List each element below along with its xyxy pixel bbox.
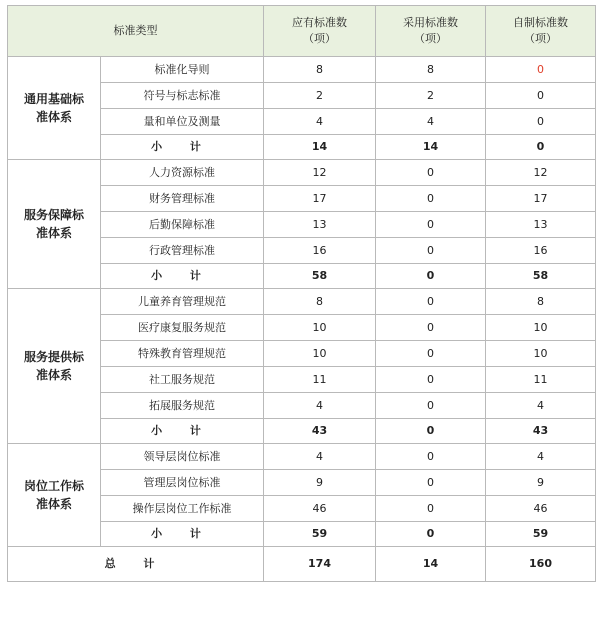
group-name: 通用基础标 准体系 <box>23 92 84 124</box>
header-should-count <box>264 6 376 57</box>
header-category: 标准类型 <box>8 6 264 57</box>
row-self: 4 <box>486 444 596 470</box>
grand-total-label: 总 计 <box>8 547 264 582</box>
row-name: 操作层岗位工作标准 <box>101 496 264 522</box>
header-should-label: 应有标准数 （项） <box>292 16 347 45</box>
row-should: 4 <box>264 444 376 470</box>
row-adopted: 0 <box>376 367 486 393</box>
row-adopted: 0 <box>376 315 486 341</box>
row-self: 12 <box>486 160 596 186</box>
subtotal-label: 小 计 <box>101 264 264 289</box>
row-name: 符号与标志标准 <box>101 83 264 109</box>
row-self: 0 <box>486 57 596 83</box>
subtotal-self: 59 <box>486 522 596 547</box>
subtotal-label: 小 计 <box>101 522 264 547</box>
row-should: 2 <box>264 83 376 109</box>
row-self: 9 <box>486 470 596 496</box>
subtotal-adopted: 14 <box>376 135 486 160</box>
subtotal-self: 43 <box>486 419 596 444</box>
row-adopted: 0 <box>376 341 486 367</box>
row-name: 特殊教育管理规范 <box>101 341 264 367</box>
row-adopted: 0 <box>376 186 486 212</box>
row-should: 8 <box>264 289 376 315</box>
row-adopted: 0 <box>376 444 486 470</box>
row-adopted: 8 <box>376 57 486 83</box>
row-adopted: 0 <box>376 496 486 522</box>
subtotal-should: 43 <box>264 419 376 444</box>
row-should: 16 <box>264 238 376 264</box>
grand-total-row <box>8 547 596 582</box>
grand-total-should: 174 <box>264 547 376 582</box>
row-name: 标准化导则 <box>101 57 264 83</box>
row-adopted: 0 <box>376 393 486 419</box>
row-self: 4 <box>486 393 596 419</box>
row-self: 11 <box>486 367 596 393</box>
row-should: 4 <box>264 109 376 135</box>
subtotal-adopted: 0 <box>376 419 486 444</box>
group-label <box>8 289 101 444</box>
row-name: 管理层岗位标准 <box>101 470 264 496</box>
row-self: 46 <box>486 496 596 522</box>
row-adopted: 4 <box>376 109 486 135</box>
subtotal-adopted: 0 <box>376 522 486 547</box>
row-name: 领导层岗位标准 <box>101 444 264 470</box>
subtotal-label: 小 计 <box>101 419 264 444</box>
row-name: 人力资源标准 <box>101 160 264 186</box>
row-adopted: 0 <box>376 160 486 186</box>
row-should: 8 <box>264 57 376 83</box>
row-self: 10 <box>486 341 596 367</box>
row-name: 医疗康复服务规范 <box>101 315 264 341</box>
row-name: 行政管理标准 <box>101 238 264 264</box>
row-name: 后勤保障标准 <box>101 212 264 238</box>
standards-table <box>7 5 596 582</box>
row-name: 儿童养育管理规范 <box>101 289 264 315</box>
group-label <box>8 444 101 547</box>
row-name: 拓展服务规范 <box>101 393 264 419</box>
header-self-made-count <box>486 6 596 57</box>
row-self: 0 <box>486 109 596 135</box>
table-row <box>8 57 596 83</box>
standards-table-container <box>7 5 596 582</box>
row-should: 46 <box>264 496 376 522</box>
grand-total-self: 160 <box>486 547 596 582</box>
group-label <box>8 57 101 160</box>
group-name: 服务提供标 准体系 <box>23 350 84 382</box>
subtotal-label: 小 计 <box>101 135 264 160</box>
group-name: 岗位工作标 准体系 <box>23 479 84 511</box>
grand-total-adopted: 14 <box>376 547 486 582</box>
row-self: 13 <box>486 212 596 238</box>
row-should: 12 <box>264 160 376 186</box>
row-self: 0 <box>486 83 596 109</box>
header-self-made-label: 自制标准数 （项） <box>513 16 568 45</box>
table-row <box>8 289 596 315</box>
row-should: 10 <box>264 315 376 341</box>
table-row <box>8 444 596 470</box>
header-adopted-count <box>376 6 486 57</box>
group-name: 服务保障标 准体系 <box>23 208 84 240</box>
row-name: 社工服务规范 <box>101 367 264 393</box>
row-should: 11 <box>264 367 376 393</box>
row-self: 8 <box>486 289 596 315</box>
subtotal-should: 14 <box>264 135 376 160</box>
row-should: 17 <box>264 186 376 212</box>
subtotal-self: 58 <box>486 264 596 289</box>
row-self: 10 <box>486 315 596 341</box>
row-adopted: 2 <box>376 83 486 109</box>
header-adopted-label: 采用标准数 （项） <box>403 16 458 45</box>
subtotal-should: 59 <box>264 522 376 547</box>
row-adopted: 0 <box>376 238 486 264</box>
row-self: 17 <box>486 186 596 212</box>
row-self: 16 <box>486 238 596 264</box>
table-header-row <box>8 6 596 57</box>
table-row <box>8 160 596 186</box>
subtotal-self: 0 <box>486 135 596 160</box>
row-adopted: 0 <box>376 289 486 315</box>
row-should: 9 <box>264 470 376 496</box>
row-should: 13 <box>264 212 376 238</box>
group-label <box>8 160 101 289</box>
subtotal-adopted: 0 <box>376 264 486 289</box>
row-should: 10 <box>264 341 376 367</box>
row-name: 量和单位及测量 <box>101 109 264 135</box>
row-name: 财务管理标准 <box>101 186 264 212</box>
subtotal-should: 58 <box>264 264 376 289</box>
row-adopted: 0 <box>376 470 486 496</box>
row-should: 4 <box>264 393 376 419</box>
row-adopted: 0 <box>376 212 486 238</box>
